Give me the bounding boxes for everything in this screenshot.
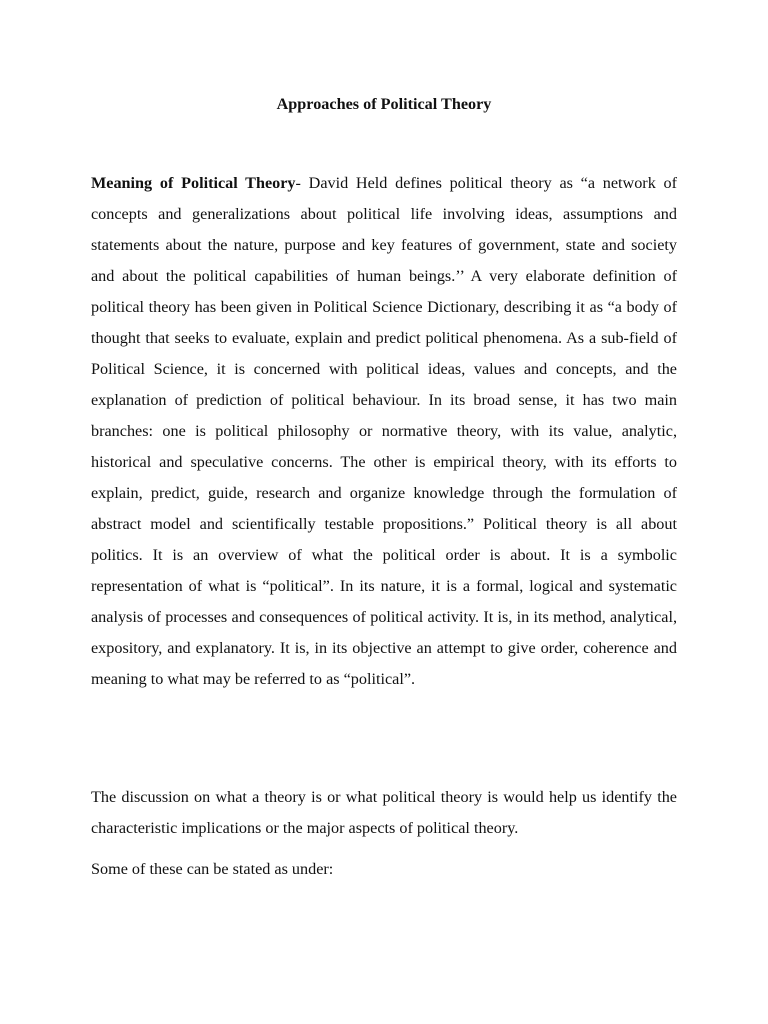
paragraph-meaning bbox=[91, 168, 677, 695]
paragraph-body: - David Held defines political theory as “a network of concepts and generalizations about political life involving ideas, assumptions and statements about the nature, purpose and key features of government, state and society and about the political capabilities of human beings.’’ A very elaborate definition of political theory has been given in Political Science Dictionary, describing it as “a body of thought that seeks to evaluate, explain and predict political phenomena. As a sub-field of Political Science, it is concerned with political ideas, values and concepts, and the explanation of prediction of political behaviour. In its broad sense, it has two main branches: one is political philosophy or normative theory, with its value, analytic, historical and speculative concerns. The other is empirical theory, with its efforts to explain, predict, guide, research and organize knowledge through the formulation of abstract model and scientifically testable propositions.” Political theory is all about politics. It is an overview of what the political order is about. It is a symbolic representation of what is “political”. In its nature, it is a formal, logical and systematic analysis of processes and consequences of political activity. It is, in its method, analytical, expository, and explanatory. It is, in its objective an attempt to give order, coherence and meaning to what may be referred to as “political”. bbox=[91, 174, 677, 688]
paragraph-discussion: The discussion on what a theory is or what political theory is would help us identify the characteristic implications or the major aspects of political theory. bbox=[91, 788, 677, 837]
document-title: Approaches of Political Theory bbox=[276, 95, 492, 113]
paragraph-lead: Meaning of Political Theory bbox=[91, 174, 296, 192]
paragraph-stated: Some of these can be stated as under: bbox=[91, 860, 334, 878]
